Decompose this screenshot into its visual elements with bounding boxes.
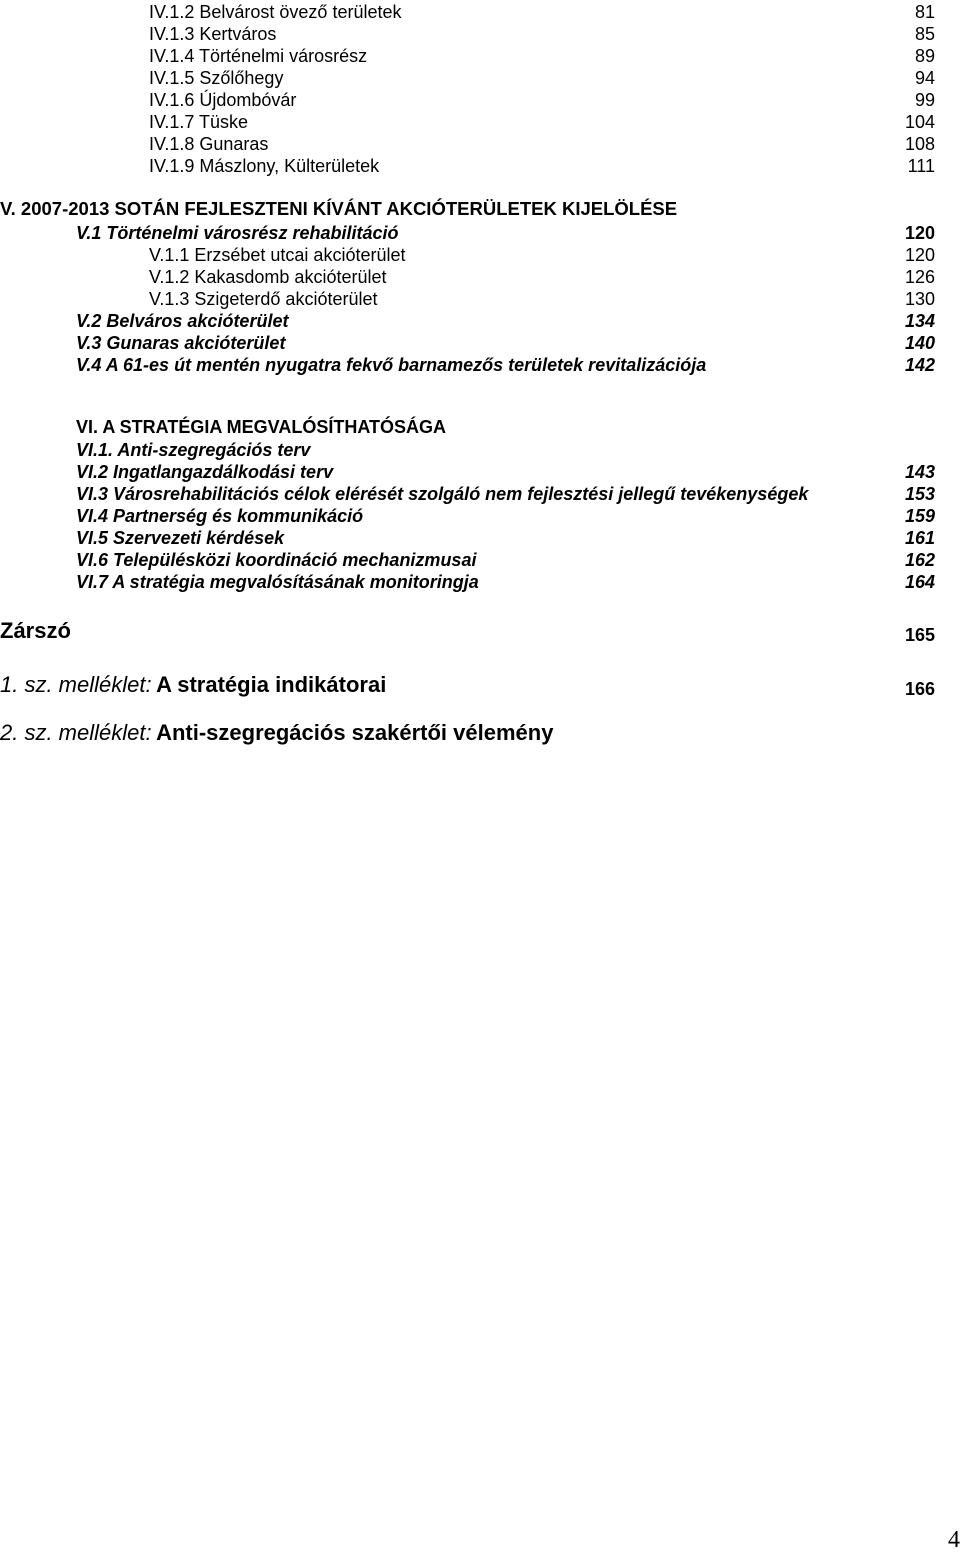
toc-entry-title: V.1.2 Kakasdomb akcióterület (149, 267, 387, 287)
toc-section-title: V.3 Gunaras akcióterület (76, 333, 286, 353)
toc-entry-title: IV.1.8 Gunaras (149, 134, 269, 154)
toc-entry-page: 94 (914, 68, 935, 88)
toc-chapter-title: VI. A STRATÉGIA MEGVALÓSÍTHATÓSÁGA (76, 417, 447, 437)
toc-entry-title: IV.1.7 Tüske (149, 112, 249, 132)
toc-entry-title: IV.1.9 Mászlony, Külterületek (149, 156, 380, 176)
toc-annex[interactable] (0, 722, 960, 752)
toc-entry-page: 108 (904, 134, 935, 154)
toc-section-title: VI.1. Anti-szegregációs terv (76, 440, 311, 460)
toc-closing-page: 165 (904, 625, 935, 645)
toc-annex-title: Anti-szegregációs szakértői vélemény (156, 720, 554, 745)
toc-section-page: 161 (904, 528, 935, 548)
toc-entry-page: 126 (904, 267, 935, 287)
toc-section-title: V.1 Történelmi városrész rehabilitáció (76, 223, 399, 243)
toc-annex-title: A stratégia indikátorai (156, 672, 387, 697)
toc-entry-page: 89 (914, 46, 935, 66)
toc-entry-page: 99 (914, 90, 935, 110)
toc-entry-title: IV.1.5 Szőlőhegy (149, 68, 284, 88)
toc-annex[interactable] (0, 674, 960, 704)
toc-section-page: 142 (904, 355, 935, 375)
toc-entry-title: V.1.1 Erzsébet utcai akcióterület (149, 245, 406, 265)
toc-closing-title: Zárszó (0, 618, 71, 643)
toc-section-page: 164 (904, 572, 935, 592)
toc-entry-title: IV.1.2 Belvárost övező területek (149, 2, 402, 22)
toc-section-title: VI.2 Ingatlangazdálkodási terv (76, 462, 334, 482)
page-number: 4 (948, 1527, 960, 1553)
toc-annex-prefix: 2. sz. melléklet: (0, 720, 152, 745)
toc-annex-prefix: 1. sz. melléklet: (0, 672, 152, 697)
toc-entry-title: IV.1.3 Kertváros (149, 24, 277, 44)
toc-section-title: V.4 A 61-es út mentén nyugatra fekvő barnamezős területek revitalizációja (76, 355, 707, 375)
toc-section-title: VI.6 Településközi koordináció mechanizmusai (76, 550, 477, 570)
toc-section-title: VI.3 Városrehabilitációs célok elérését szolgáló nem fejlesztési jellegű tevékenységek (76, 484, 809, 504)
toc-section-page: 120 (904, 223, 935, 243)
toc-closing[interactable] (0, 620, 960, 650)
toc-chapter-title: V. 2007-2013 SOTÁN FEJLESZTENI KÍVÁNT AKCIÓTERÜLETEK KIJELÖLÉSE (0, 198, 678, 219)
toc-section-page: 153 (904, 484, 935, 504)
toc-entry-page: 120 (904, 245, 935, 265)
toc-entry-page: 81 (914, 2, 935, 22)
toc-entry-page: 104 (904, 112, 935, 132)
toc-section-page: 143 (904, 462, 935, 482)
toc-section-page: 134 (904, 311, 935, 331)
toc-section-page: 140 (904, 333, 935, 353)
toc-entry-title: V.1.3 Szigeterdő akcióterület (149, 289, 378, 309)
toc-entry-page: 130 (904, 289, 935, 309)
toc-entry-title: IV.1.4 Történelmi városrész (149, 46, 368, 66)
toc-section-title: V.2 Belváros akcióterület (76, 311, 289, 331)
toc-section-page: 162 (904, 550, 935, 570)
toc-section-title: VI.7 A stratégia megvalósításának monitoringja (76, 572, 479, 592)
toc-entry-page: 111 (907, 156, 935, 176)
toc-section-page: 159 (904, 506, 935, 526)
toc-section-title: VI.5 Szervezeti kérdések (76, 528, 285, 548)
toc-entry-title: IV.1.6 Újdombóvár (149, 90, 297, 110)
toc-section-title: VI.4 Partnerség és kommunikáció (76, 506, 364, 526)
toc-annex-page: 166 (904, 679, 935, 699)
toc-entry-page: 85 (914, 24, 935, 44)
